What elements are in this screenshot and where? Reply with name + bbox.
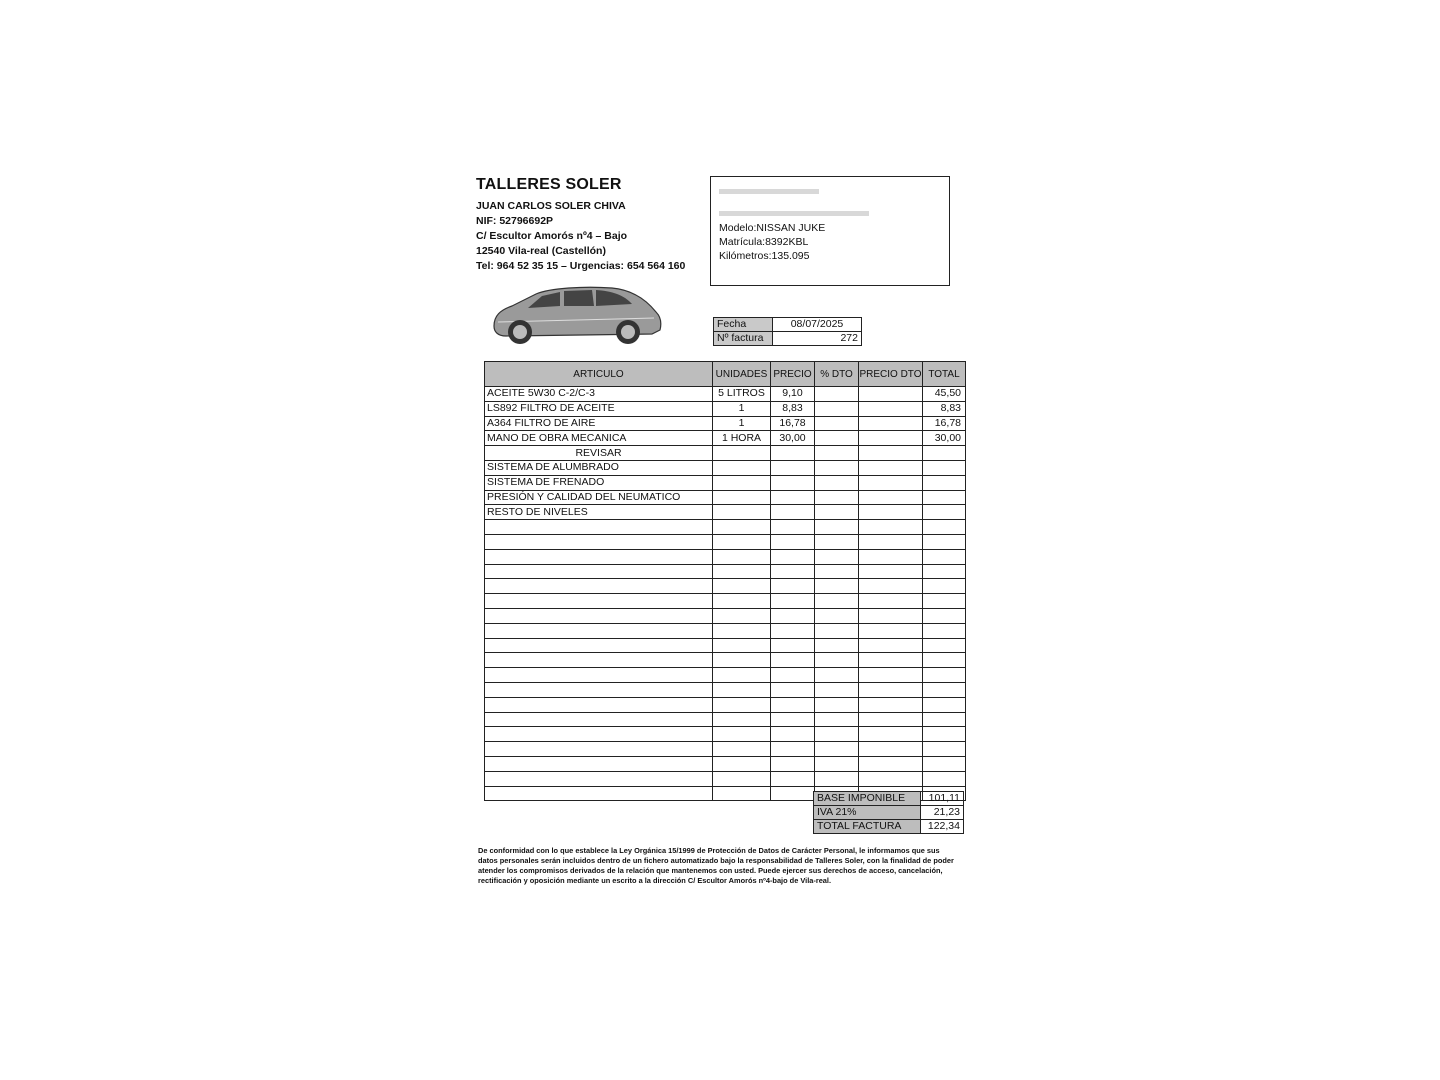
empty-cell bbox=[485, 742, 713, 757]
cell-precio: 16,78 bbox=[771, 416, 815, 431]
empty-cell bbox=[485, 682, 713, 697]
empty-cell bbox=[485, 579, 713, 594]
table-row-empty bbox=[485, 623, 966, 638]
client-matricula: Matrícula:8392KBL bbox=[719, 236, 809, 248]
empty-cell bbox=[771, 742, 815, 757]
iva-value: 21,23 bbox=[921, 806, 964, 820]
cell-precio bbox=[771, 505, 815, 520]
empty-cell bbox=[485, 697, 713, 712]
base-value: 101,11 bbox=[921, 792, 964, 806]
cell-total: 8,83 bbox=[923, 401, 966, 416]
empty-cell bbox=[713, 771, 771, 786]
cell-total: 16,78 bbox=[923, 416, 966, 431]
empty-cell bbox=[923, 771, 966, 786]
cell-unidades: 5 LITROS bbox=[713, 387, 771, 402]
empty-cell bbox=[923, 756, 966, 771]
client-box bbox=[710, 176, 950, 286]
cell-dto bbox=[815, 387, 859, 402]
redacted-line bbox=[719, 189, 819, 194]
car-image bbox=[488, 282, 664, 348]
cell-precio-dto bbox=[859, 505, 923, 520]
empty-cell bbox=[923, 549, 966, 564]
cell-total bbox=[923, 460, 966, 475]
company-address: C/ Escultor Amorós nº4 – Bajo bbox=[476, 230, 628, 242]
cell-articulo: MANO DE OBRA MECANICA bbox=[485, 431, 713, 446]
cell-precio-dto bbox=[859, 401, 923, 416]
cell-precio-dto bbox=[859, 446, 923, 461]
empty-cell bbox=[815, 682, 859, 697]
cell-articulo: REVISAR bbox=[485, 446, 713, 461]
empty-cell bbox=[923, 623, 966, 638]
cell-precio-dto bbox=[859, 431, 923, 446]
cell-precio bbox=[771, 446, 815, 461]
empty-cell bbox=[713, 727, 771, 742]
empty-cell bbox=[485, 653, 713, 668]
cell-dto bbox=[815, 401, 859, 416]
empty-cell bbox=[713, 623, 771, 638]
empty-cell bbox=[859, 638, 923, 653]
empty-cell bbox=[771, 638, 815, 653]
total-value: 122,34 bbox=[921, 820, 964, 834]
fecha-value: 08/07/2025 bbox=[773, 318, 862, 332]
empty-cell bbox=[771, 623, 815, 638]
company-phone: Tel: 964 52 35 15 – Urgencias: 654 564 160 bbox=[476, 260, 686, 272]
table-row bbox=[485, 460, 966, 475]
table-row bbox=[485, 490, 966, 505]
cell-articulo: A364 FILTRO DE AIRE bbox=[485, 416, 713, 431]
empty-cell bbox=[923, 638, 966, 653]
cell-total: 30,00 bbox=[923, 431, 966, 446]
empty-cell bbox=[859, 579, 923, 594]
cell-total: 45,50 bbox=[923, 387, 966, 402]
total-label: TOTAL FACTURA bbox=[814, 820, 921, 834]
empty-cell bbox=[713, 549, 771, 564]
table-row-empty bbox=[485, 668, 966, 683]
table-row-empty bbox=[485, 712, 966, 727]
iva-label: IVA 21% bbox=[814, 806, 921, 820]
empty-cell bbox=[485, 727, 713, 742]
cell-precio-dto bbox=[859, 387, 923, 402]
empty-cell bbox=[713, 534, 771, 549]
table-row bbox=[485, 401, 966, 416]
header-precio: PRECIO bbox=[771, 362, 815, 387]
empty-cell bbox=[859, 682, 923, 697]
empty-cell bbox=[815, 594, 859, 609]
table-row-empty bbox=[485, 756, 966, 771]
cell-unidades bbox=[713, 475, 771, 490]
cell-unidades bbox=[713, 446, 771, 461]
empty-cell bbox=[713, 638, 771, 653]
empty-cell bbox=[771, 682, 815, 697]
empty-cell bbox=[859, 727, 923, 742]
empty-cell bbox=[923, 697, 966, 712]
empty-cell bbox=[485, 638, 713, 653]
empty-cell bbox=[771, 534, 815, 549]
empty-cell bbox=[815, 549, 859, 564]
client-modelo: Modelo:NISSAN JUKE bbox=[719, 222, 826, 234]
table-row-empty bbox=[485, 653, 966, 668]
cell-precio-dto bbox=[859, 490, 923, 505]
empty-cell bbox=[859, 697, 923, 712]
empty-cell bbox=[859, 742, 923, 757]
client-info bbox=[719, 221, 825, 263]
empty-cell bbox=[713, 742, 771, 757]
company-header bbox=[476, 176, 685, 274]
cell-unidades bbox=[713, 460, 771, 475]
table-row-empty bbox=[485, 727, 966, 742]
empty-cell bbox=[923, 594, 966, 609]
empty-cell bbox=[815, 638, 859, 653]
company-owner: JUAN CARLOS SOLER CHIVA bbox=[476, 200, 626, 212]
empty-cell bbox=[713, 756, 771, 771]
table-row-empty bbox=[485, 608, 966, 623]
cell-articulo: PRESIÓN Y CALIDAD DEL NEUMATICO bbox=[485, 490, 713, 505]
header-precio-dto: PRECIO DTO bbox=[859, 362, 923, 387]
table-row-empty bbox=[485, 697, 966, 712]
items-header-row bbox=[485, 362, 966, 387]
cell-total bbox=[923, 490, 966, 505]
empty-cell bbox=[859, 608, 923, 623]
table-row bbox=[485, 416, 966, 431]
header-unidades: UNIDADES bbox=[713, 362, 771, 387]
empty-cell bbox=[771, 697, 815, 712]
cell-unidades: 1 bbox=[713, 401, 771, 416]
empty-cell bbox=[923, 520, 966, 535]
cell-dto bbox=[815, 416, 859, 431]
cell-dto bbox=[815, 460, 859, 475]
empty-cell bbox=[859, 549, 923, 564]
empty-cell bbox=[713, 653, 771, 668]
invoice-meta bbox=[713, 317, 862, 346]
cell-precio bbox=[771, 475, 815, 490]
empty-cell bbox=[815, 712, 859, 727]
empty-cell bbox=[771, 594, 815, 609]
cell-dto bbox=[815, 446, 859, 461]
empty-cell bbox=[923, 608, 966, 623]
empty-cell bbox=[815, 653, 859, 668]
cell-precio-dto bbox=[859, 460, 923, 475]
empty-cell bbox=[859, 534, 923, 549]
empty-cell bbox=[485, 549, 713, 564]
empty-cell bbox=[771, 727, 815, 742]
empty-cell bbox=[923, 534, 966, 549]
empty-cell bbox=[713, 682, 771, 697]
empty-cell bbox=[923, 653, 966, 668]
cell-articulo: SISTEMA DE ALUMBRADO bbox=[485, 460, 713, 475]
table-row bbox=[485, 387, 966, 402]
empty-cell bbox=[485, 520, 713, 535]
empty-cell bbox=[713, 786, 771, 801]
table-row-empty bbox=[485, 638, 966, 653]
cell-total bbox=[923, 475, 966, 490]
company-name: TALLERES SOLER bbox=[476, 176, 622, 193]
empty-cell bbox=[771, 564, 815, 579]
factura-value: 272 bbox=[773, 332, 862, 346]
empty-cell bbox=[771, 756, 815, 771]
cell-precio: 9,10 bbox=[771, 387, 815, 402]
empty-cell bbox=[815, 520, 859, 535]
table-row bbox=[485, 431, 966, 446]
table-row-empty bbox=[485, 742, 966, 757]
empty-cell bbox=[485, 534, 713, 549]
empty-cell bbox=[815, 579, 859, 594]
cell-dto bbox=[815, 431, 859, 446]
empty-cell bbox=[923, 712, 966, 727]
empty-cell bbox=[771, 771, 815, 786]
empty-cell bbox=[923, 564, 966, 579]
factura-label: Nº factura bbox=[714, 332, 773, 346]
table-row-empty bbox=[485, 594, 966, 609]
empty-cell bbox=[771, 786, 815, 801]
empty-cell bbox=[771, 579, 815, 594]
empty-cell bbox=[485, 608, 713, 623]
empty-cell bbox=[859, 668, 923, 683]
empty-cell bbox=[923, 682, 966, 697]
cell-precio: 30,00 bbox=[771, 431, 815, 446]
table-row-empty bbox=[485, 579, 966, 594]
empty-cell bbox=[713, 697, 771, 712]
cell-total bbox=[923, 446, 966, 461]
cell-precio: 8,83 bbox=[771, 401, 815, 416]
empty-cell bbox=[923, 579, 966, 594]
empty-cell bbox=[815, 668, 859, 683]
base-label: BASE IMPONIBLE bbox=[814, 792, 921, 806]
empty-cell bbox=[859, 756, 923, 771]
empty-cell bbox=[713, 668, 771, 683]
empty-cell bbox=[713, 579, 771, 594]
table-row-empty bbox=[485, 564, 966, 579]
fecha-label: Fecha bbox=[714, 318, 773, 332]
company-city: 12540 Vila-real (Castellón) bbox=[476, 245, 606, 257]
empty-cell bbox=[859, 653, 923, 668]
empty-cell bbox=[485, 594, 713, 609]
table-row-empty bbox=[485, 520, 966, 535]
redacted-line bbox=[719, 211, 869, 216]
cell-precio bbox=[771, 460, 815, 475]
empty-cell bbox=[815, 623, 859, 638]
empty-cell bbox=[859, 712, 923, 727]
cell-dto bbox=[815, 475, 859, 490]
empty-cell bbox=[815, 756, 859, 771]
empty-cell bbox=[713, 712, 771, 727]
empty-cell bbox=[771, 712, 815, 727]
empty-cell bbox=[771, 549, 815, 564]
empty-cell bbox=[485, 623, 713, 638]
cell-total bbox=[923, 505, 966, 520]
empty-cell bbox=[485, 668, 713, 683]
empty-cell bbox=[485, 771, 713, 786]
empty-cell bbox=[713, 594, 771, 609]
empty-cell bbox=[815, 742, 859, 757]
empty-cell bbox=[859, 771, 923, 786]
cell-unidades: 1 HORA bbox=[713, 431, 771, 446]
empty-cell bbox=[815, 771, 859, 786]
empty-cell bbox=[923, 742, 966, 757]
table-row bbox=[485, 475, 966, 490]
empty-cell bbox=[771, 653, 815, 668]
empty-cell bbox=[859, 594, 923, 609]
header-articulo: ARTICULO bbox=[485, 362, 713, 387]
cell-articulo: RESTO DE NIVELES bbox=[485, 505, 713, 520]
cell-unidades: 1 bbox=[713, 416, 771, 431]
items-table bbox=[484, 361, 966, 801]
empty-cell bbox=[859, 564, 923, 579]
items-body bbox=[485, 387, 966, 801]
empty-cell bbox=[713, 564, 771, 579]
cell-unidades bbox=[713, 490, 771, 505]
cell-articulo: ACEITE 5W30 C-2/C-3 bbox=[485, 387, 713, 402]
cell-dto bbox=[815, 490, 859, 505]
empty-cell bbox=[859, 623, 923, 638]
empty-cell bbox=[815, 608, 859, 623]
company-nif: NIF: 52796692P bbox=[476, 215, 554, 227]
cell-precio-dto bbox=[859, 416, 923, 431]
legal-notice: De conformidad con lo que establece la Ley Orgánica 15/1999 de Protección de Datos de Carácter Personal, le informamos que sus datos personales serán incluidos dentro de un fichero automatizado bajo la responsabilidad de Talleres Soler, con la finalidad de poder atender los compromisos derivados de la relación que mantenemos con usted. Puede ejercer sus derechos de acceso, cancelación, rectificación y oposición mediante un escrito a la dirección C/ Escultor Amorós nº4-bajo de Vila-real. bbox=[478, 846, 954, 885]
table-row bbox=[485, 446, 966, 461]
table-row-empty bbox=[485, 534, 966, 549]
empty-cell bbox=[815, 697, 859, 712]
empty-cell bbox=[485, 756, 713, 771]
header-dto: % DTO bbox=[815, 362, 859, 387]
client-kilometros: Kilómetros:135.095 bbox=[719, 250, 810, 262]
empty-cell bbox=[485, 564, 713, 579]
empty-cell bbox=[771, 668, 815, 683]
empty-cell bbox=[485, 786, 713, 801]
empty-cell bbox=[923, 727, 966, 742]
empty-cell bbox=[485, 712, 713, 727]
cell-articulo: SISTEMA DE FRENADO bbox=[485, 475, 713, 490]
cell-unidades bbox=[713, 505, 771, 520]
table-row-empty bbox=[485, 771, 966, 786]
empty-cell bbox=[815, 564, 859, 579]
table-row bbox=[485, 505, 966, 520]
empty-cell bbox=[815, 534, 859, 549]
empty-cell bbox=[815, 727, 859, 742]
cell-articulo: LS892 FILTRO DE ACEITE bbox=[485, 401, 713, 416]
cell-precio bbox=[771, 490, 815, 505]
empty-cell bbox=[713, 520, 771, 535]
table-row-empty bbox=[485, 549, 966, 564]
empty-cell bbox=[771, 608, 815, 623]
empty-cell bbox=[923, 668, 966, 683]
table-row-empty bbox=[485, 682, 966, 697]
empty-cell bbox=[713, 608, 771, 623]
empty-cell bbox=[859, 520, 923, 535]
header-total: TOTAL bbox=[923, 362, 966, 387]
totals-table bbox=[813, 791, 964, 834]
empty-cell bbox=[771, 520, 815, 535]
cell-precio-dto bbox=[859, 475, 923, 490]
cell-dto bbox=[815, 505, 859, 520]
